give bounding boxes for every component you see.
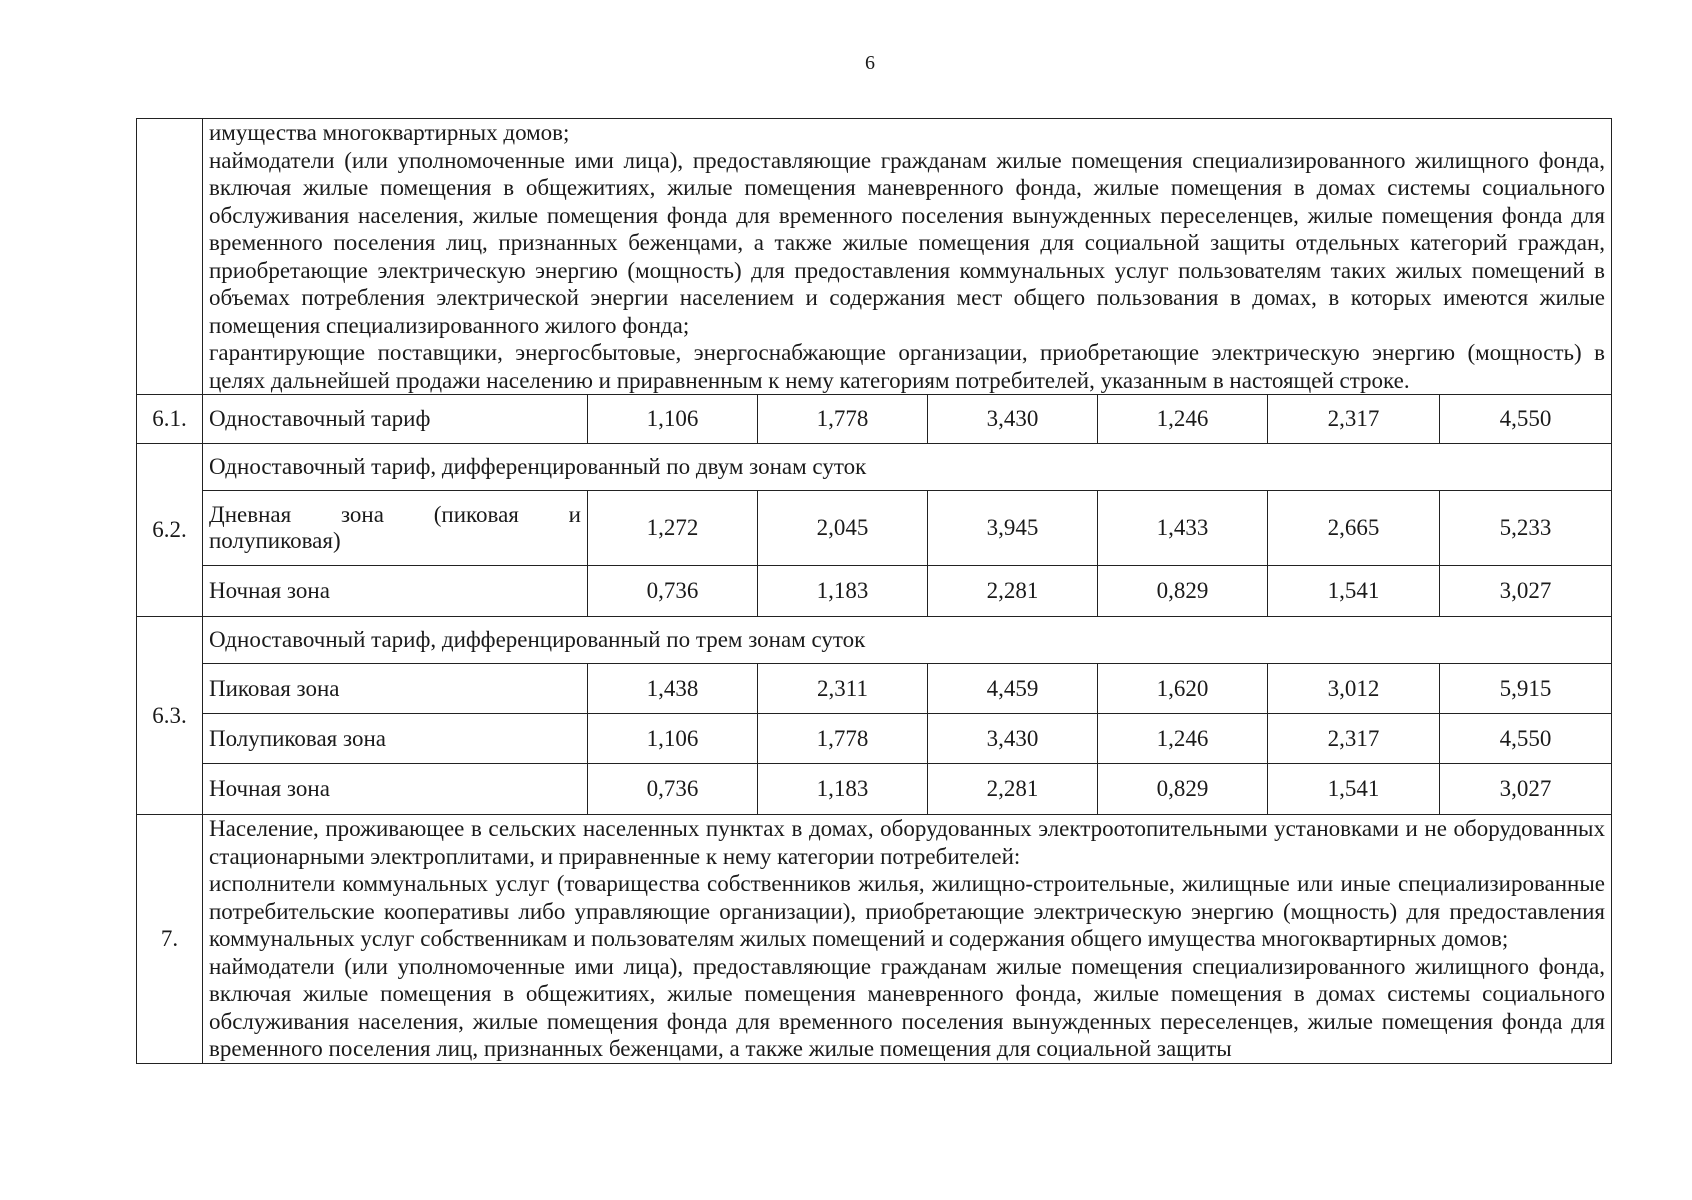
value-cell: 1,620 xyxy=(1098,664,1268,714)
value-cell: 3,027 xyxy=(1440,764,1612,815)
page-number: 6 xyxy=(865,52,875,74)
value-cell: 1,246 xyxy=(1098,395,1268,444)
value-cell: 4,550 xyxy=(1440,714,1612,764)
value-cell: 1,438 xyxy=(588,664,758,714)
value-cell: 1,272 xyxy=(588,491,758,566)
value-cell: 0,736 xyxy=(588,566,758,617)
value-cell: 2,281 xyxy=(928,566,1098,617)
value-cell: 5,233 xyxy=(1440,491,1612,566)
intro-text-cell xyxy=(203,119,1612,395)
value-cell: 1,183 xyxy=(758,566,928,617)
value-cell: 1,778 xyxy=(758,395,928,444)
row-header: Одноставочный тариф, дифференцированный по двум зонам суток xyxy=(203,444,1612,491)
value-cell: 1,106 xyxy=(588,714,758,764)
paragraph: имущества многоквартирных домов; xyxy=(209,120,570,145)
value-cell: 2,281 xyxy=(928,764,1098,815)
paragraph: гарантирующие поставщики, энергосбытовые, энергоснабжающие организации, приобретающие электрическую энергию (мощность) в целях дальнейшей продажи населению и приравненным к нему категориям потребителей, указанным в настоящей строке. xyxy=(209,340,1605,393)
row-number: 6.1. xyxy=(137,395,203,444)
value-cell: 1,541 xyxy=(1268,764,1440,815)
value-cell: 1,246 xyxy=(1098,714,1268,764)
value-cell: 3,012 xyxy=(1268,664,1440,714)
row-number-cell xyxy=(137,119,203,395)
tariff-table xyxy=(136,118,1612,1064)
value-cell: 3,945 xyxy=(928,491,1098,566)
table-row-6-2-header xyxy=(137,444,1612,491)
value-cell: 5,915 xyxy=(1440,664,1612,714)
value-cell: 2,317 xyxy=(1268,714,1440,764)
value-cell: 3,027 xyxy=(1440,566,1612,617)
row-number: 6.2. xyxy=(137,444,203,617)
paragraph: исполнители коммунальных услуг (товарищества собственников жилья, жилищно-строительные, жилищные или иные специализированные потребительские кооперативы либо управляющие организации), приобретающие электрическую энергию (мощность) для предоставления коммунальных услуг собственникам и пользователям жилых помещений и содержания общего имущества многоквартирных домов; xyxy=(209,871,1605,951)
paragraph: Население, проживающее в сельских населенных пунктах в домах, оборудованных электроотопительными установками и не оборудованных стационарными электроплитами, и приравненные к нему категории потребителей: xyxy=(209,816,1605,869)
row-label: Ночная зона xyxy=(203,566,588,617)
table-row-6-3-semipeak xyxy=(137,714,1612,764)
row-7-text-cell xyxy=(203,815,1612,1064)
value-cell: 4,550 xyxy=(1440,395,1612,444)
table-row-6-1 xyxy=(137,395,1612,444)
value-cell: 1,106 xyxy=(588,395,758,444)
paragraph: наймодатели (или уполномоченные ими лица), предоставляющие гражданам жилые помещения специализированного жилищного фонда, включая жилые помещения в общежитиях, жилые помещения маневренного фонда, жилые помещения в домах системы социального обслуживания населения, жилые помещения фонда для временного поселения вынужденных переселенцев, жилые помещения фонда для временного поселения лиц, признанных беженцами, а также жилые помещения для социальной защиты отдельных категорий граждан, приобретающие электрическую энергию (мощность) для предоставления коммунальных услуг пользователям таких жилых помещений в объемах потребления электрической энергии населением и содержания мест общего пользования в домах, в которых имеются жилые помещения специализированного жилого фонда; xyxy=(209,147,1605,338)
value-cell: 1,433 xyxy=(1098,491,1268,566)
value-cell: 0,829 xyxy=(1098,764,1268,815)
value-cell: 2,665 xyxy=(1268,491,1440,566)
table-row-6-2-night xyxy=(137,566,1612,617)
intro-row xyxy=(137,119,1612,395)
value-cell: 2,311 xyxy=(758,664,928,714)
value-cell: 0,829 xyxy=(1098,566,1268,617)
value-cell: 1,183 xyxy=(758,764,928,815)
row-header: Одноставочный тариф, дифференцированный по трем зонам суток xyxy=(203,617,1612,664)
value-cell: 2,045 xyxy=(758,491,928,566)
value-cell: 1,778 xyxy=(758,714,928,764)
value-cell: 0,736 xyxy=(588,764,758,815)
table-row-6-3-peak xyxy=(137,664,1612,714)
value-cell: 4,459 xyxy=(928,664,1098,714)
table-row-6-2-day xyxy=(137,491,1612,566)
paragraph: наймодатели (или уполномоченные ими лица), предоставляющие гражданам жилые помещения специализированного жилищного фонда, включая жилые помещения в общежитиях, жилые помещения маневренного фонда, жилые помещения в домах системы социального обслуживания населения, жилые помещения фонда для временного поселения вынужденных переселенцев, жилые помещения фонда для временного поселения лиц, признанных беженцами, а также жилые помещения для социальной защиты xyxy=(209,953,1605,1061)
row-label: Одноставочный тариф xyxy=(203,395,588,444)
row-label: Ночная зона xyxy=(203,764,588,815)
row-number: 6.3. xyxy=(137,617,203,815)
table-row-6-3-header xyxy=(137,617,1612,664)
value-cell: 1,541 xyxy=(1268,566,1440,617)
row-label: Полупиковая зона xyxy=(203,714,588,764)
value-cell: 2,317 xyxy=(1268,395,1440,444)
value-cell: 3,430 xyxy=(928,395,1098,444)
row-number: 7. xyxy=(137,815,203,1064)
row-label: Дневная зона (пиковая и полупиковая) xyxy=(203,491,588,566)
row-label: Пиковая зона xyxy=(203,664,588,714)
table-row-7 xyxy=(137,815,1612,1064)
value-cell: 3,430 xyxy=(928,714,1098,764)
table-row-6-3-night xyxy=(137,764,1612,815)
